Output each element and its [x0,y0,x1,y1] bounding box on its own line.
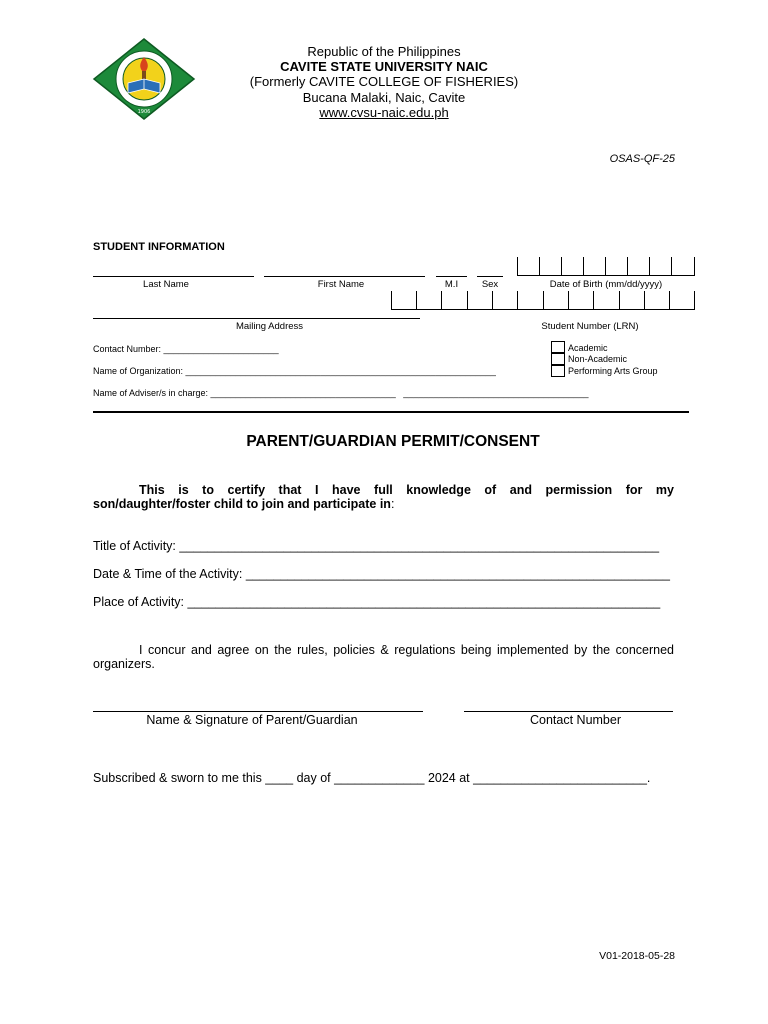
certify-colon: : [390,497,395,511]
contact-number-line[interactable] [464,711,673,712]
signature-label: Name & Signature of Parent/Guardian [146,713,358,727]
mi-label: M.I [444,279,459,290]
performing-arts-checkbox[interactable] [551,365,565,377]
header-website-link[interactable]: www.cvsu-naic.edu.ph [319,105,449,120]
contact-number-field[interactable]: Contact Number: _______________________ [93,344,279,354]
contact-label: Contact Number [529,713,621,727]
academic-checkbox[interactable] [551,341,565,353]
non-academic-label: Non-Academic [568,354,628,364]
adviser-field[interactable]: Name of Adviser/s in charge: _____________________________________ _____________________________________ [93,388,589,398]
version-code: V01-2018-05-28 [599,950,675,962]
student-number-boxes[interactable] [391,291,695,310]
mi-line[interactable] [436,276,467,277]
section-divider [93,411,689,413]
date-time-activity-field[interactable]: Date & Time of the Activity: _____________________________________________________________ [93,567,670,581]
academic-label: Academic [568,343,608,353]
place-of-activity-field[interactable]: Place of Activity: ____________________________________________________________________ [93,595,661,609]
signature-line[interactable] [93,711,423,712]
document-code: OSAS-QF-25 [609,153,675,165]
title-of-activity-field[interactable]: Title of Activity: _____________________________________________________________________ [93,539,660,553]
sex-line[interactable] [477,276,503,277]
dob-label: Date of Birth (mm/dd/yyyy) [549,279,663,290]
mailing-address-line[interactable] [93,318,420,319]
first-name-line[interactable] [264,276,425,277]
performing-arts-label: Performing Arts Group [568,366,658,376]
sex-label: Sex [481,279,499,290]
certify-text-line1: This is to certify that I have full knowledge of and permission for my [139,483,674,497]
student-number-label: Student Number (LRN) [541,321,639,332]
header-university: CAVITE STATE UNIVERSITY NAIC [280,59,488,74]
organization-field[interactable]: Name of Organization: ______________________________________________________________ [93,366,496,376]
form-title: PARENT/GUARDIAN PERMIT/CONSENT [246,433,540,450]
concur-text-line1: I concur and agree on the rules, policies & regulations being implemented by the concerned [139,643,674,657]
sworn-statement[interactable]: Subscribed & sworn to me this ____ day of _____________ 2024 at _________________________. [93,771,651,785]
certify-text-line2-bold: son/daughter/foster child to join and participate in [93,497,391,511]
header-republic: Republic of the Philippines [307,44,461,59]
seal-year: 1906 [137,109,151,115]
header-address: Bucana Malaki, Naic, Cavite [302,90,466,105]
date-of-birth-boxes[interactable] [517,257,695,276]
mailing-address-label: Mailing Address [235,321,304,332]
student-info-heading: STUDENT INFORMATION [93,241,225,253]
last-name-label: Last Name [143,279,189,290]
non-academic-checkbox[interactable] [551,353,565,365]
concur-text-line2: organizers. [93,657,155,671]
first-name-label: First Name [317,279,365,290]
certify-text-line2 [93,497,674,511]
university-seal [92,37,196,121]
header-formerly: (Formerly CAVITE COLLEGE OF FISHERIES) [249,74,519,89]
last-name-line[interactable] [93,276,254,277]
